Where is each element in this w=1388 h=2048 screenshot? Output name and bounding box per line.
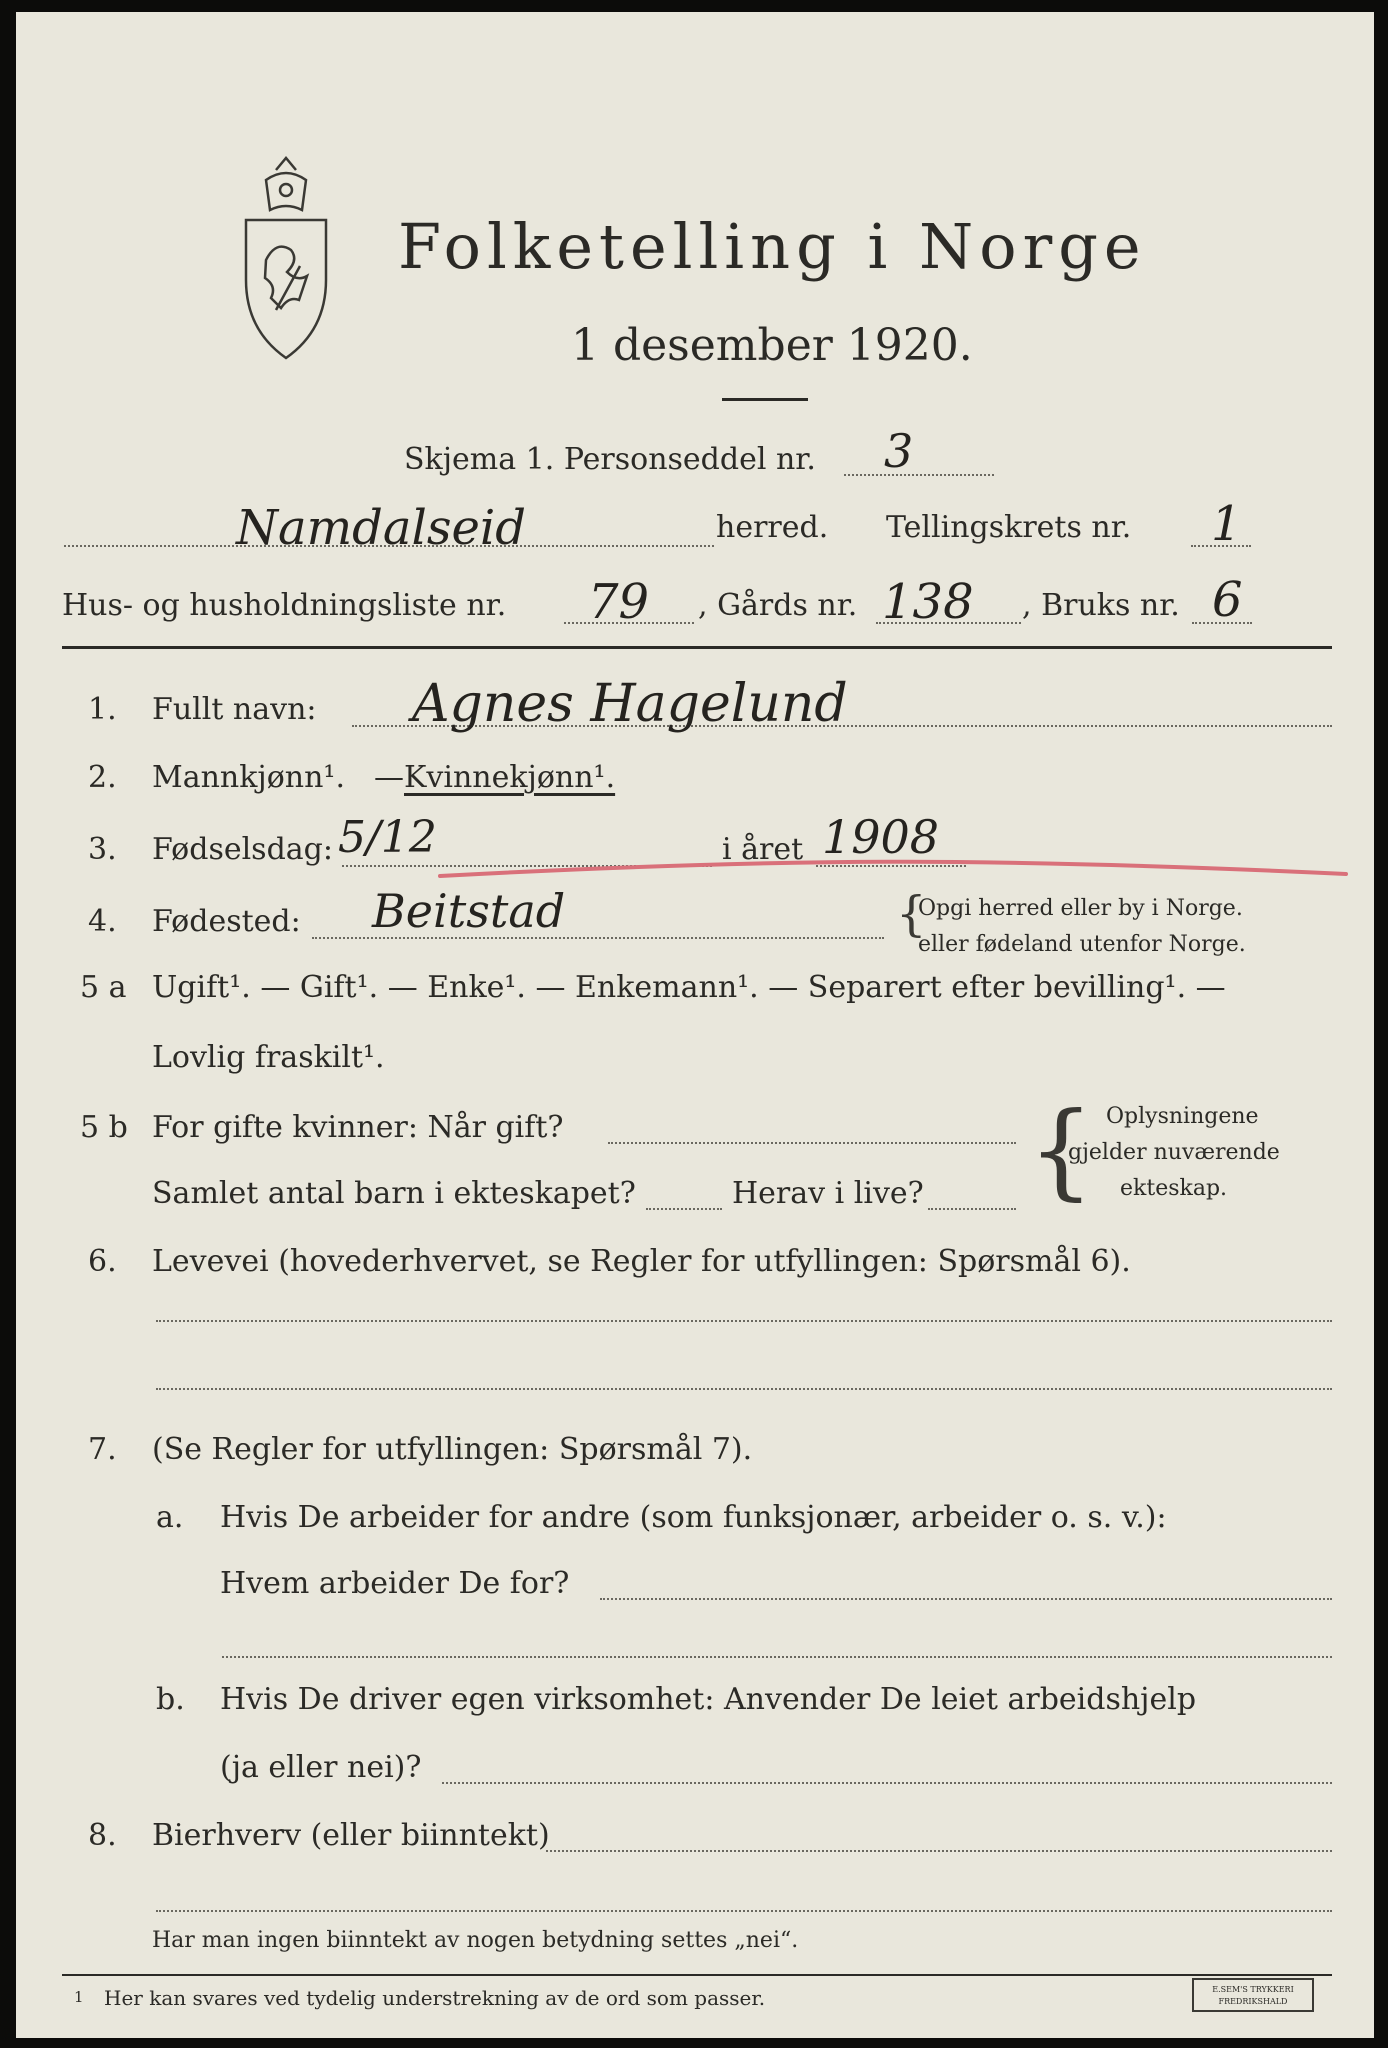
q6-text: Levevei (hovederhvervet, se Regler for utfyllingen: Spørsmål 6). — [152, 1244, 1131, 1279]
header-divider — [62, 646, 1332, 649]
q5b-note-line2: gjelder nuværende — [1068, 1140, 1280, 1165]
q4-number: 4. — [88, 904, 117, 939]
farm-label: , Gårds nr. — [698, 588, 858, 623]
q5b-note-bracket: { — [1028, 1089, 1095, 1211]
q3-value: 5/12 — [338, 812, 437, 863]
q5a-options: Ugift¹. — Gift¹. — Enke¹. — Enkemann¹. — Separert efter bevilling¹. — — [152, 970, 1226, 1005]
q5a-number: 5 a — [80, 970, 127, 1005]
circuit-value: 1 — [1211, 496, 1242, 552]
municipality-value: Namdalseid — [236, 500, 526, 556]
household-value: 79 — [588, 574, 650, 630]
q5b-note-line3: ekteskap. — [1120, 1176, 1228, 1201]
q7-number: 7. — [88, 1432, 117, 1467]
q7b-text: Hvis De driver egen virksomhet: Anvender De leiet arbeidshjelp — [220, 1682, 1197, 1717]
q7a-fill-line-2 — [222, 1656, 1332, 1658]
q5b-alive-label: Herav i live? — [732, 1176, 924, 1211]
q5b-alive-fill-line — [928, 1208, 1016, 1210]
title-divider — [722, 398, 808, 401]
printer-stamp-line1: E.SEM'S TRYKKERI — [1212, 1985, 1294, 1994]
schema-fill-line — [844, 474, 994, 476]
q3-label: Fødselsdag: — [152, 832, 333, 867]
q5b-note-line1: Oplysningene — [1106, 1104, 1259, 1129]
printer-stamp-line2: FREDRIKSHALD — [1218, 1997, 1288, 2006]
q5b-children-label: Samlet antal barn i ekteskapet? — [152, 1176, 636, 1211]
norwegian-coat-of-arms-icon — [226, 150, 346, 370]
schema-number-value: 3 — [884, 424, 914, 478]
q8-fill-line-2 — [156, 1910, 1332, 1912]
q8-number: 8. — [88, 1818, 117, 1853]
q1-label: Fullt navn: — [152, 692, 317, 727]
q1-number: 1. — [88, 692, 117, 727]
q5b-married-when-fill-line — [608, 1142, 1016, 1144]
circuit-label: Tellingskrets nr. — [886, 510, 1132, 545]
q7b-text-line2: (ja eller nei)? — [220, 1750, 422, 1785]
q3-year-value: 1908 — [822, 810, 940, 864]
q7a-text: Hvis De arbeider for andre (som funksjonær, arbeider o. s. v.): — [220, 1500, 1167, 1535]
holding-value: 6 — [1212, 572, 1243, 628]
q8-fill-line — [546, 1850, 1332, 1852]
q4-note-line2: eller fødeland utenfor Norge. — [918, 932, 1246, 957]
q7b-fill-line — [442, 1782, 1332, 1784]
q4-value: Beitstad — [372, 884, 566, 938]
q6-fill-line-1 — [156, 1320, 1332, 1322]
q3-number: 3. — [88, 832, 117, 867]
q8-note: Har man ingen biinntekt av nogen betydning settes „nei“. — [152, 1928, 799, 1953]
q7-text: (Se Regler for utfyllingen: Spørsmål 7). — [152, 1432, 753, 1467]
form-title: Folketelling i Norge — [398, 210, 1147, 283]
herred-label: herred. — [716, 510, 829, 545]
q7a-text-line2: Hvem arbeider De for? — [220, 1566, 570, 1601]
q3-year-label: i året — [722, 832, 804, 867]
q7a-letter: a. — [156, 1500, 184, 1535]
household-label: Hus- og husholdningsliste nr. — [62, 588, 507, 623]
census-form-sheet — [16, 12, 1374, 2038]
q2-male-option: Mannkjønn¹. — [152, 760, 345, 795]
printer-stamp — [1192, 1978, 1314, 2012]
q4-label: Fødested: — [152, 904, 301, 939]
q5a-options-line2: Lovlig fraskilt¹. — [152, 1040, 385, 1075]
q7a-fill-line — [600, 1598, 1332, 1600]
footnote-text: Her kan svares ved tydelig understrekning av de ord som passer. — [104, 1986, 766, 2010]
farm-value: 138 — [882, 574, 974, 630]
q2-female-option: Kvinnekjønn¹. — [404, 760, 616, 795]
q5b-number: 5 b — [80, 1110, 128, 1145]
holding-label: , Bruks nr. — [1022, 588, 1180, 623]
q5b-children-fill-line — [646, 1208, 722, 1210]
q5b-married-when-label: For gifte kvinner: Når gift? — [152, 1110, 564, 1145]
footer-divider — [62, 1974, 1332, 1976]
q2-number: 2. — [88, 760, 117, 795]
q1-value: Agnes Hagelund — [412, 674, 848, 734]
schema-label: Skjema 1. Personseddel nr. — [404, 442, 816, 477]
q4-note-bracket: { — [896, 886, 927, 942]
footnote-mark: 1 — [74, 1988, 84, 2006]
q6-fill-line-2 — [156, 1388, 1332, 1390]
q6-number: 6. — [88, 1244, 117, 1279]
q8-text: Bierhverv (eller biinntekt) — [152, 1818, 550, 1853]
q2-separator: — — [374, 760, 404, 795]
q7b-letter: b. — [156, 1682, 185, 1717]
q4-note-line1: Opgi herred eller by i Norge. — [918, 896, 1243, 921]
census-date: 1 desember 1920. — [571, 320, 973, 371]
